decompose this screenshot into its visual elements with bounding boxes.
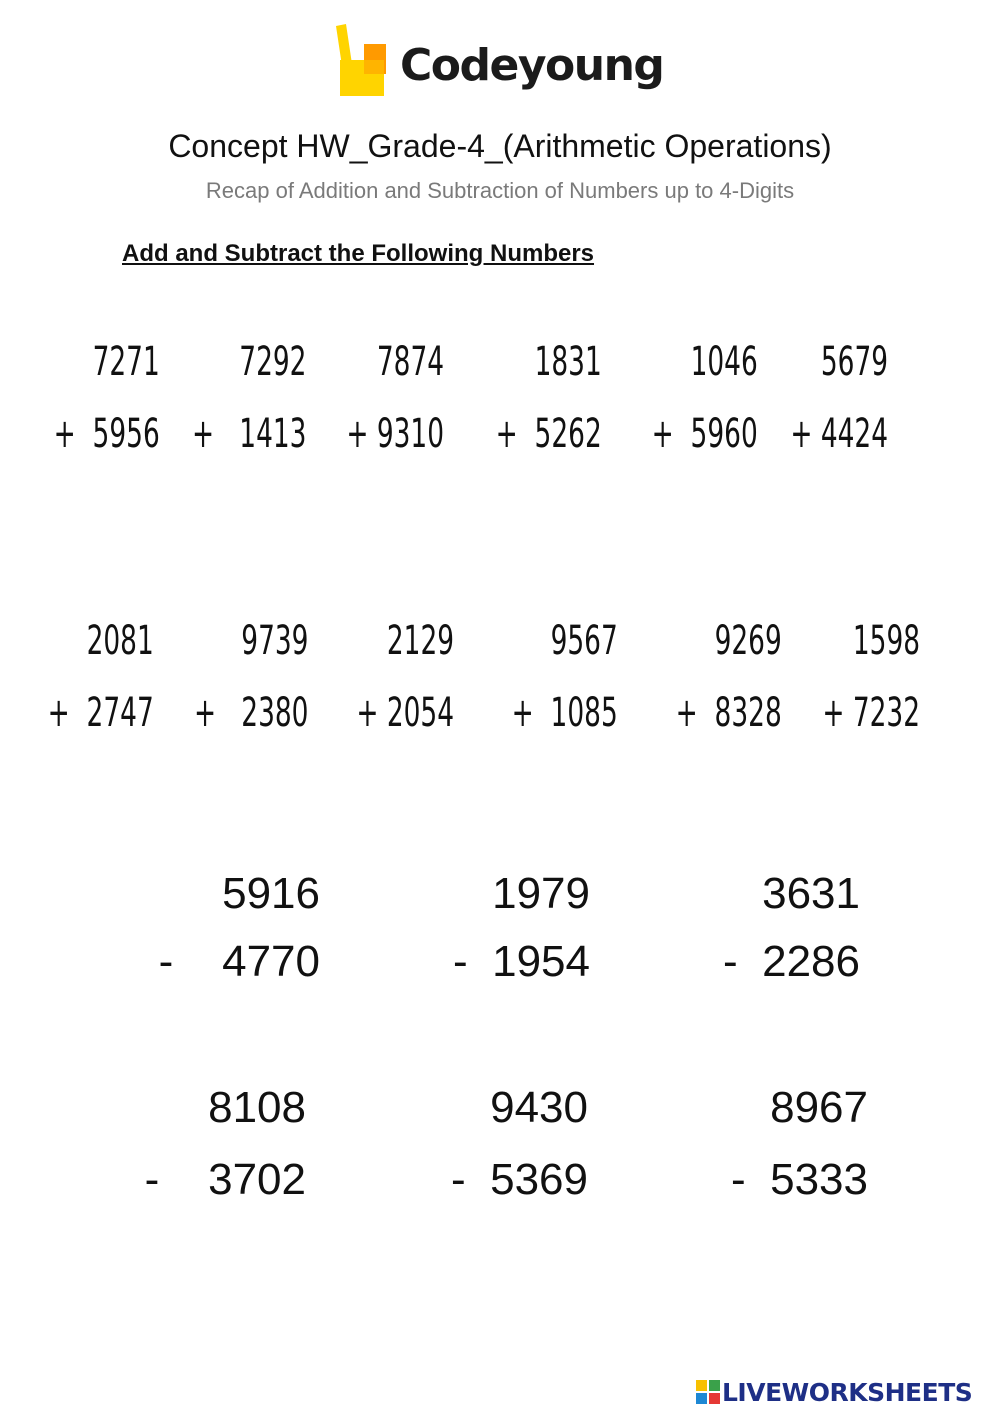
problem-top-number: 2129 (386, 618, 454, 664)
problem-top-number: 7271 (92, 339, 160, 385)
addition-problem (48, 605, 154, 749)
problem-top-number: 3631 (762, 869, 860, 918)
addition-problem (652, 326, 758, 470)
liveworksheets-brand: LIVEWORKSHEETS (722, 1378, 973, 1407)
problem-bottom-number: + 2380 (193, 690, 308, 736)
addition-problem (192, 326, 306, 470)
problem-top-number: 1598 (852, 618, 920, 664)
problem-bottom-number: + 1085 (511, 690, 618, 736)
addition-problem (822, 605, 920, 749)
problem-top-number: 5916 (222, 869, 320, 918)
problem-top-number: 2081 (86, 618, 154, 664)
addition-problem (676, 605, 782, 749)
problem-bottom-number: - 4770 (158, 937, 320, 986)
liveworksheets-logo-icon (696, 1380, 720, 1404)
problem-top-number: 1046 (690, 339, 758, 385)
liveworksheets-footer (696, 1376, 996, 1408)
problem-bottom-number: + 5262 (495, 411, 602, 457)
problem-top-number: 8967 (770, 1083, 868, 1132)
problem-bottom-number: + 4424 (790, 411, 888, 457)
subtraction-problem (145, 1072, 306, 1216)
problem-bottom-number: - 1954 (453, 937, 590, 986)
problem-bottom-number: + 8328 (675, 690, 782, 736)
problem-bottom-number: - 5333 (731, 1155, 868, 1204)
problem-top-number: 9567 (550, 618, 618, 664)
problem-top-number: 1831 (534, 339, 602, 385)
brand-name: Codeyoung (400, 40, 664, 91)
addition-problem (496, 326, 602, 470)
problem-top-number: 1979 (492, 869, 590, 918)
problem-bottom-number: + 1413 (191, 411, 306, 457)
problem-top-number: 5679 (820, 339, 888, 385)
subtraction-problem (451, 1072, 588, 1216)
problem-bottom-number: + 2054 (356, 690, 454, 736)
problem-top-number: 9430 (490, 1083, 588, 1132)
subtraction-problem (723, 860, 860, 996)
problem-top-number: 8108 (208, 1083, 306, 1132)
problem-bottom-number: + 5960 (651, 411, 758, 457)
addition-problem (54, 326, 160, 470)
addition-problem (512, 605, 618, 749)
problem-top-number: 9739 (240, 618, 308, 664)
page-title: Concept HW_Grade-4_(Arithmetic Operations) (168, 128, 832, 164)
problem-bottom-number: - 2286 (723, 937, 860, 986)
problem-bottom-number: + 7232 (822, 690, 920, 736)
problem-top-number: 9269 (714, 618, 782, 664)
subtraction-problem (453, 860, 590, 996)
problem-bottom-number: + 9310 (346, 411, 444, 457)
subtraction-problem (159, 860, 320, 996)
addition-problem (356, 605, 454, 749)
addition-problem (346, 326, 444, 470)
page-subtitle: Recap of Addition and Subtraction of Numbers up to 4-Digits (205, 178, 795, 203)
subtraction-problem (731, 1072, 868, 1216)
problem-top-number: 7874 (376, 339, 444, 385)
problem-bottom-number: + 5956 (53, 411, 160, 457)
instruction-heading: Add and Subtract the Following Numbers (122, 240, 595, 267)
codeyoung-logo (332, 24, 672, 108)
codeyoung-logo-icon (332, 24, 388, 98)
addition-problem (790, 326, 888, 470)
problem-bottom-number: - 5369 (451, 1155, 588, 1204)
problem-bottom-number: + 2747 (47, 690, 154, 736)
addition-problem (194, 605, 308, 749)
problem-top-number: 7292 (238, 339, 306, 385)
problem-bottom-number: - 3702 (144, 1155, 306, 1204)
